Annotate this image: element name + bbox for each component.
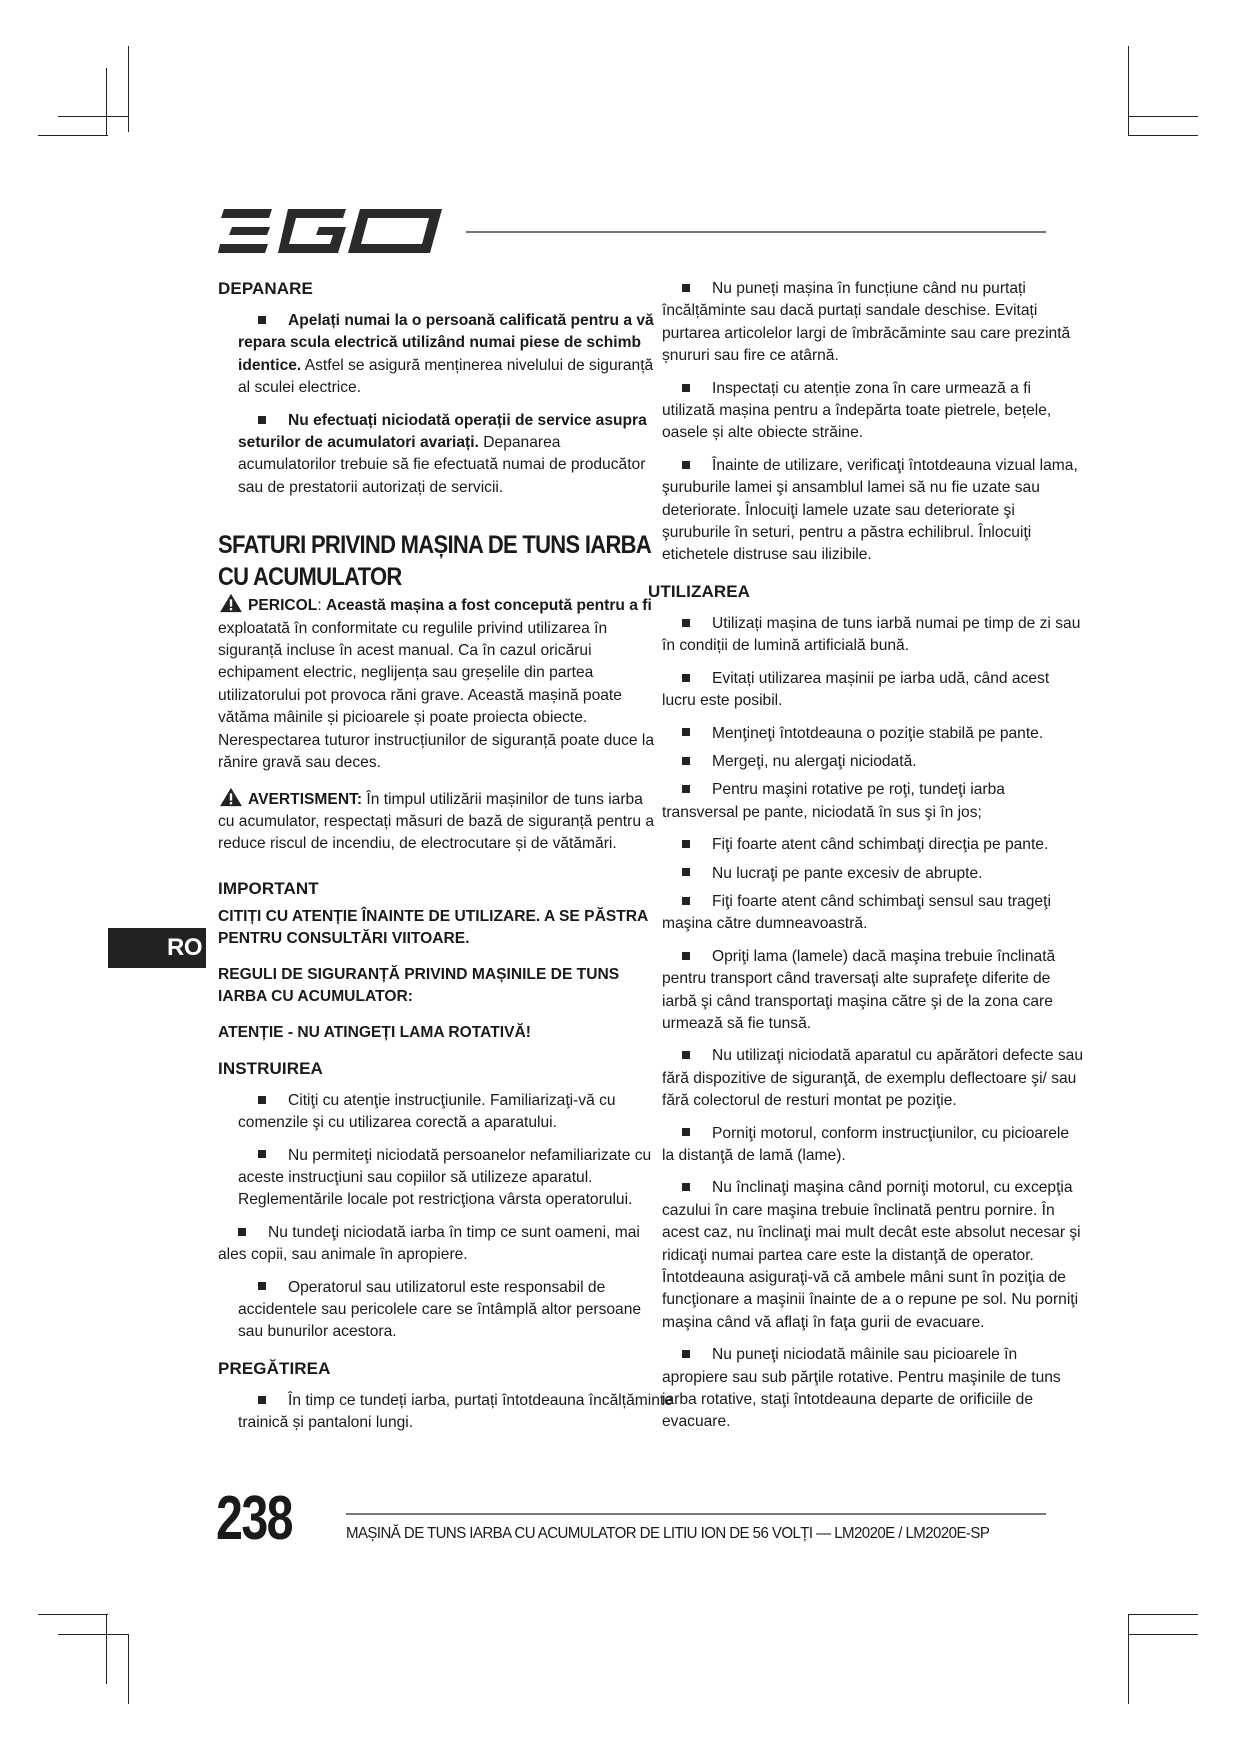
utilizarea-item-2 <box>662 668 1084 713</box>
bullet-icon <box>682 384 690 392</box>
utilizarea-heading: UTILIZAREA <box>648 581 751 601</box>
language-tab: RO <box>108 928 206 968</box>
instruirea-item-3 <box>218 1222 660 1267</box>
important-line-1: CITIȚI CU ATENȚIE ÎNAINTE DE UTILIZARE. A SE PĂSTRA PENTRU CONSULTĂRI VIITOARE. <box>218 907 648 947</box>
warning-triangle-icon <box>218 593 244 613</box>
utilizarea-item-1 <box>662 613 1084 658</box>
header-rule <box>466 231 1046 233</box>
utilizarea-item-12 <box>662 1177 1084 1334</box>
left-column <box>218 278 673 1445</box>
bullet-icon <box>682 952 690 960</box>
depanare-item-2-text: Depanarea acumulatorilor trebuie să fie efectuată numai de producător sau de prestatorii autorizați de servicii. <box>238 434 646 496</box>
utilizarea-item-8-text: Fiţi foarte atent când schimbaţi sensul sau trageţi maşina către dumneavoastră. <box>662 892 1051 933</box>
pericol-paragraph <box>218 593 660 774</box>
depanare-item-1-bold: Apelați numai la o persoană calificată pentru a vă repara scula electrică utilizând numai piese de schimb identice. <box>238 312 654 374</box>
utilizarea-item-7 <box>662 863 1084 885</box>
utilizarea-item-11 <box>662 1123 1084 1168</box>
ego-logo <box>218 205 444 257</box>
instruirea-item-1-text: Citiţi cu atenţie instrucţiunile. Familiarizaţi-vă cu comenzile şi cu utilizarea corectă a aparatului. <box>238 1091 616 1132</box>
bullet-icon <box>258 316 266 324</box>
crop-mark-bottom-right-h2 <box>1128 1634 1198 1635</box>
crop-mark-bottom-right-v <box>1128 1614 1129 1704</box>
crop-mark-top-left-box-h <box>58 116 128 117</box>
utilizarea-item-4 <box>662 751 1084 773</box>
pregatirea-heading: PREGĂTIREA <box>218 1358 331 1378</box>
utilizarea-item-13-text: Nu puneţi niciodată mâinile sau picioarele în apropiere sau sub părţile rotative. Pentru maşinile de tuns iarba rotative, staţi întotdeauna departe de orificiile de evacuare. <box>662 1346 1061 1431</box>
crop-mark-bottom-left-v2 <box>128 1634 129 1704</box>
instruirea-item-2-text: Nu permiteţi niciodată persoanelor nefamiliarizate cu aceste instrucţiuni sau copiilor să utilizeze aparatul. Reglementările locale pot restricţiona vârsta operatorului. <box>238 1146 652 1209</box>
utilizarea-item-9-text: Opriţi lama (lamele) dacă maşina trebuie înclinată pentru transport când traversaţi alte suprafeţe diferite de iarbă şi când transportaţi maşina către şi de la zona care urmează să fie tunsă. <box>662 947 1056 1032</box>
bullet-icon <box>682 728 690 736</box>
utilizarea-item-10 <box>662 1045 1084 1112</box>
instruirea-item-3-text: Nu tundeţi niciodată iarba în timp ce sunt oameni, mai ales copii, sau animale în apropiere. <box>218 1223 640 1264</box>
instruirea-item-4-text: Operatorul sau utilizatorul este responsabil de accidentele sau pericolele care se întâmplă altor persoane sau bunurilor acestora. <box>238 1278 642 1341</box>
utilizarea-item-5 <box>662 779 1084 824</box>
instruirea-item-2 <box>218 1145 660 1212</box>
crop-mark-top-left-box-v <box>106 68 107 136</box>
instruirea-heading: INSTRUIREA <box>218 1058 323 1078</box>
pregatirea-item-1 <box>218 1390 678 1435</box>
sfaturi-heading: SFATURI PRIVIND MAȘINA DE TUNS IARBA CU ACUMULATOR <box>218 531 651 592</box>
bullet-icon <box>682 619 690 627</box>
prep-item-3-text: Inspectați cu atenție zona în care urmează a fi utilizată mașina pentru a îndepărta toate pietrele, bețele, oasele și alte obiecte străine. <box>662 379 1052 442</box>
bullet-icon <box>682 757 690 765</box>
utilizarea-item-5-text: Pentru maşini rotative pe roţi, tundeţi iarba transversal pe pante, niciodată în sus şi în jos; <box>662 781 1005 821</box>
crop-mark-top-left-h <box>38 135 108 136</box>
bullet-icon <box>258 416 266 424</box>
bullet-icon <box>258 1396 266 1404</box>
pericol-text: exploatată în conformitate cu regulile privind utilizarea în siguranță incluse în acest manual. Ca în cazul oricărui echipament electric, neglijența sau greșelile din partea utilizatorului pot provoca răni grave. Această mașină poate vătăma mâinile și picioarele și poate proiecta obiecte. Nerespectarea tuturor instrucțiunilor de siguranță poate duce la rănire gravă sau deces. <box>218 619 655 772</box>
prep-item-4-text: Înainte de utilizare, verificaţi întotdeauna vizual lama, şuruburile lamei şi ansamblul lamei să nu fie uzate sau deteriorate. Înlocuiţi lamele uzate sau deteriorate şi şuruburile în seturi, pentru a păstra echilibrul. Înlocuiţi etichetele distruse sau ilizibile. <box>662 456 1078 564</box>
warning-triangle-icon <box>218 787 244 807</box>
avertisment-label: AVERTISMENT: <box>248 790 363 808</box>
avertisment-paragraph <box>218 787 660 856</box>
depanare-item-1-text: Astfel se asigură menținerea nivelului de siguranță al sculei electrice. <box>238 356 654 397</box>
bullet-icon <box>682 1128 690 1136</box>
bullet-icon <box>682 785 690 793</box>
prep-item-4 <box>648 455 1084 567</box>
bullet-icon <box>682 840 690 848</box>
utilizarea-item-9 <box>662 946 1084 1036</box>
pericol-sep: : <box>317 597 326 615</box>
utilizarea-item-12-text: Nu înclinaţi maşina când porniţi motorul, cu excepţia cazului în care maşina trebuie înclinată pentru pornire. În acest caz, nu înclinaţi mai mult decât este absolut necesar şi ridicaţi numai partea care este la distanţă de operator. Întotdeauna asiguraţi-vă că ambele mâni sunt în poziţia de funcţionare a maşinii înainte de a o repune pe sol. Nu porniţi maşina când vă aflaţi în faţa gurii de evacuare. <box>662 1179 1081 1331</box>
crop-mark-top-right-v <box>1128 46 1129 136</box>
utilizarea-list <box>648 613 1084 1434</box>
bullet-icon <box>682 461 690 469</box>
important-line-3: ATENȚIE - NU ATINGEȚI LAMA ROTATIVĂ! <box>218 1023 531 1041</box>
crop-mark-bottom-left-v <box>106 1614 107 1684</box>
prep-item-2-text: Nu puneți mașina în funcțiune când nu purtați încălțăminte sau dacă purtați sandale deschise. Evitați purtarea articolelor largi de îmbrăcăminte sau care prezintă șnururi sau fire ce atârnă. <box>662 280 1071 365</box>
utilizarea-item-7-text: Nu lucraţi pe pante excesiv de abrupte. <box>712 864 983 882</box>
utilizarea-item-8 <box>662 891 1084 936</box>
utilizarea-item-4-text: Mergeţi, nu alergaţi niciodată. <box>712 752 917 770</box>
utilizarea-item-2-text: Evitați utilizarea mașinii pe iarba udă, când acest lucru este posibil. <box>662 669 1050 710</box>
utilizarea-item-13 <box>662 1344 1084 1434</box>
bullet-icon <box>238 1228 246 1236</box>
important-line-2: REGULI DE SIGURANȚĂ PRIVIND MAȘINILE DE TUNS IARBA CU ACUMULATOR: <box>218 965 620 1005</box>
crop-mark-bottom-right-h <box>1128 1614 1198 1615</box>
pericol-label: PERICOL <box>248 597 318 615</box>
bullet-icon <box>682 1183 690 1191</box>
bullet-icon <box>682 674 690 682</box>
crop-mark-top-right-h2 <box>1128 116 1198 117</box>
footer-title: MAȘINĂ DE TUNS IARBA CU ACUMULATOR DE LITIU ION DE 56 VOLȚI — LM2020E / LM2020E-SP <box>346 1525 990 1542</box>
bullet-icon <box>682 868 690 876</box>
bullet-icon <box>258 1282 266 1290</box>
depanare-item-1 <box>218 310 660 400</box>
bullet-icon <box>682 897 690 905</box>
prep-item-2 <box>648 278 1084 368</box>
utilizarea-item-6 <box>662 834 1084 856</box>
bullet-icon <box>682 1350 690 1358</box>
depanare-heading: DEPANARE <box>218 279 313 298</box>
bullet-icon <box>682 1051 690 1059</box>
instruirea-item-4 <box>218 1277 660 1344</box>
utilizarea-item-6-text: Fiţi foarte atent când schimbaţi direcţia pe pante. <box>712 836 1049 854</box>
utilizarea-item-11-text: Porniţi motorul, conform instrucţiunilor, cu picioarele la distanţă de lamă (lame). <box>662 1124 1070 1164</box>
pericol-bold: Această mașina a fost concepută pentru a fi <box>325 597 652 615</box>
important-heading: IMPORTANT <box>218 878 319 898</box>
utilizarea-item-3-text: Menţineţi întotdeauna o poziţie stabilă pe pante. <box>712 724 1044 742</box>
bullet-icon <box>258 1096 266 1104</box>
utilizarea-item-3 <box>662 723 1084 745</box>
avertisment-text: În timpul utilizării mașinilor de tuns iarba cu acumulator, respectați măsuri de bază de siguranță pentru a reduce riscul de incendiu, de electrocutare și de vătămări. <box>218 790 655 853</box>
crop-mark-bottom-left-h2 <box>58 1634 128 1635</box>
depanare-item-2 <box>218 410 660 500</box>
utilizarea-item-10-text: Nu utilizaţi niciodată aparatul cu apărători defecte sau fără dispozitive de siguranţă, de exemplu deflectoare şi/ sau fără colectorul de resturi montat pe poziţie. <box>662 1047 1084 1110</box>
utilizarea-item-1-text: Utilizați mașina de tuns iarbă numai pe timp de zi sau în condiții de lumină artificială bună. <box>662 614 1081 655</box>
footer-rule <box>346 1513 1046 1515</box>
crop-mark-top-left-v <box>128 46 129 132</box>
prep-item-3 <box>648 378 1084 445</box>
right-column <box>648 278 1084 1444</box>
bullet-icon <box>682 284 690 292</box>
crop-mark-top-right-h <box>1128 135 1198 136</box>
crop-mark-bottom-left-h <box>38 1614 108 1615</box>
depanare-item-2-bold: Nu efectuați niciodată operații de service asupra seturilor de acumulatori avariați. <box>238 411 647 452</box>
page-number: 238 <box>216 1484 293 1553</box>
pregatirea-item-1-text: În timp ce tundeți iarba, purtați întotdeauna încălțăminte trainică și pantaloni lungi. <box>238 1391 673 1432</box>
bullet-icon <box>258 1150 266 1158</box>
instruirea-item-1 <box>218 1090 660 1135</box>
